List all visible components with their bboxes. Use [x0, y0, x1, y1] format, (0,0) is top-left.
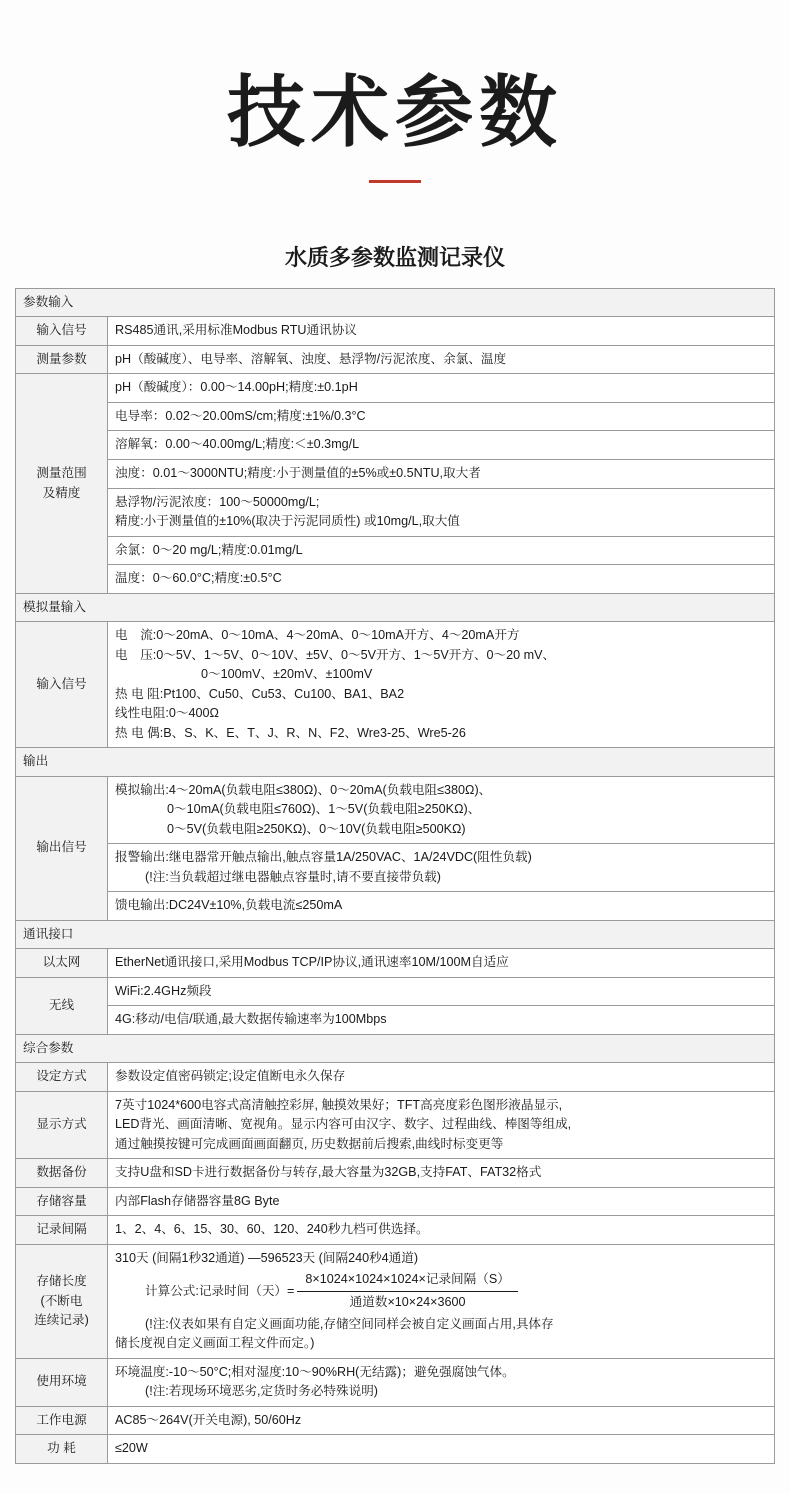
- row-value-env: 环境温度:-10～50°C;相对湿度:10～90%RH(无结露)；避免强腐蚀气体。 (!注:若现场环境恶劣,定货时务必特殊说明): [108, 1358, 775, 1406]
- row-label-record-interval: 记录间隔: [16, 1216, 108, 1245]
- row-value-measure-params: pH（酸碱度）、电导率、溶解氧、浊度、悬浮物/污泥浓度、余氯、温度: [108, 345, 775, 374]
- row-value-range-temp: 温度：0～60.0°C;精度:±0.5°C: [108, 565, 775, 594]
- row-value-setting-mode: 参数设定值密码锁定;设定值断电永久保存: [108, 1063, 775, 1092]
- table-row: [16, 1063, 775, 1092]
- row-value-consumption: ≤20W: [108, 1435, 775, 1464]
- section-header-output: 输出: [16, 748, 775, 777]
- row-label-ethernet: 以太网: [16, 949, 108, 978]
- row-value-range-ss: 悬浮物/污泥浓度：100～50000mg/L; 精度:小于测量值的±10%(取决于污泥同质性) 或10mg/L,取大值: [108, 488, 775, 536]
- table-row: [16, 844, 775, 892]
- row-label-env: 使用环境: [16, 1358, 108, 1406]
- section-header-comm-interface: 通讯接口: [16, 920, 775, 949]
- row-value-wireless-wifi: WiFi:2.4GHz频段: [108, 977, 775, 1006]
- row-value-analog-input-signal: 电 流:0～20mA、0～10mA、4～20mA、0～10mA开方、4～20mA开方 电 压:0～5V、1～5V、0～10V、±5V、0～5V开方、1～5V开方、0～20 mV、 0～100mV、±20mV、±100mV 热 电 阻:Pt100、Cu50、Cu53、Cu100、BA1、BA2 线性电阻:0～400Ω 热 电 偶:B、S、K、E、T、J、R、N、F2、Wre3-25、Wre5-26: [108, 622, 775, 748]
- table-row: [16, 748, 775, 777]
- row-label-consumption: 功 耗: [16, 1435, 108, 1464]
- row-label-output-signal: 输出信号: [16, 776, 108, 920]
- table-row: [16, 536, 775, 565]
- row-label-analog-input-signal: 输入信号: [16, 622, 108, 748]
- table-row: [16, 345, 775, 374]
- section-header-analog-input: 模拟量输入: [16, 593, 775, 622]
- table-row: [16, 402, 775, 431]
- table-row: [16, 622, 775, 748]
- row-value-output-alarm: 报警输出:继电器常开触点输出,触点容量1A/250VAC、1A/24VDC(阻性负载) (!注:当负载超过继电器触点容量时,请不要直接带负载): [108, 844, 775, 892]
- row-label-measure-params: 测量参数: [16, 345, 108, 374]
- row-label-storage-length: 存储长度 (不断电 连续记录): [16, 1244, 108, 1358]
- table-row: [16, 1034, 775, 1063]
- row-label-input-signal: 输入信号: [16, 317, 108, 346]
- row-label-setting-mode: 设定方式: [16, 1063, 108, 1092]
- row-label-display-mode: 显示方式: [16, 1091, 108, 1159]
- row-label-storage-capacity: 存储容量: [16, 1187, 108, 1216]
- table-row: [16, 317, 775, 346]
- row-value-range-cl: 余氯：0～20 mg/L;精度:0.01mg/L: [108, 536, 775, 565]
- table-row: [16, 892, 775, 921]
- table-row: [16, 374, 775, 403]
- table-row: [16, 1006, 775, 1035]
- table-row: [16, 977, 775, 1006]
- row-value-output-power: 馈电输出:DC24V±10%,负载电流≤250mA: [108, 892, 775, 921]
- hero-section: [0, 0, 790, 183]
- storage-formula-numerator: 8×1024×1024×1024×记录间隔（S）: [297, 1270, 517, 1292]
- row-label-power: 工作电源: [16, 1406, 108, 1435]
- table-row: [16, 459, 775, 488]
- row-value-ethernet: EtherNet通讯接口,采用Modbus TCP/IP协议,通讯速率10M/100M自适应: [108, 949, 775, 978]
- row-label-range-accuracy: 测量范围 及精度: [16, 374, 108, 593]
- row-label-data-backup: 数据备份: [16, 1159, 108, 1188]
- storage-formula-denominator: 通道数×10×24×3600: [349, 1295, 466, 1309]
- section-header-input-params: 参数输入: [16, 288, 775, 317]
- table-row: [16, 1435, 775, 1464]
- table-row: [16, 565, 775, 594]
- row-value-display-mode: 7英寸1024*600电容式高清触控彩屏, 触摸效果好；TFT高亮度彩色图形液晶显示, LED背光、画面清晰、宽视角。显示内容可由汉字、数字、过程曲线、棒图等组成, 通过触摸按键可完成画面画面翻页, 历史数据前后搜索,曲线时标变更等: [108, 1091, 775, 1159]
- row-value-input-signal: RS485通讯,采用标准Modbus RTU通讯协议: [108, 317, 775, 346]
- table-row: [16, 1159, 775, 1188]
- row-label-wireless: 无线: [16, 977, 108, 1034]
- table-row: [16, 1358, 775, 1406]
- storage-formula-label: 计算公式:记录时间（天）=: [145, 1283, 295, 1298]
- storage-formula: [115, 1268, 767, 1314]
- row-value-range-do: 溶解氧：0.00～40.00mg/L;精度:＜±0.3mg/L: [108, 431, 775, 460]
- row-value-output-analog: 模拟输出:4～20mA(负载电阻≤380Ω)、0～20mA(负载电阻≤380Ω)、 0～10mA(负载电阻≤760Ω)、1～5V(负载电阻≥250KΩ)、 0～5V(负载电阻≥250KΩ)、0～10V(负载电阻≥500KΩ): [108, 776, 775, 844]
- accent-divider: [369, 180, 421, 183]
- row-value-range-turbidity: 浊度：0.01～3000NTU;精度:小于测量值的±5%或±0.5NTU,取大者: [108, 459, 775, 488]
- table-row: [16, 431, 775, 460]
- table-row: [16, 1244, 775, 1358]
- table-row: [16, 1187, 775, 1216]
- table-row: [16, 288, 775, 317]
- row-value-range-ph: pH（酸碱度）：0.00～14.00pH;精度:±0.1pH: [108, 374, 775, 403]
- product-subtitle: 水质多参数监测记录仪: [284, 244, 505, 270]
- table-row: [16, 593, 775, 622]
- spec-table: [15, 288, 775, 1464]
- table-row: [16, 1216, 775, 1245]
- table-row: [16, 920, 775, 949]
- row-value-data-backup: 支持U盘和SD卡进行数据备份与转存,最大容量为32GB,支持FAT、FAT32格式: [108, 1159, 775, 1188]
- page-title: 技术参数: [226, 68, 563, 156]
- row-value-record-interval: 1、2、4、6、15、30、60、120、240秒九档可供选择。: [108, 1216, 775, 1245]
- table-row: [16, 1406, 775, 1435]
- row-value-storage-capacity: 内部Flash存储器容量8G Byte: [108, 1187, 775, 1216]
- row-value-power: AC85～264V(开关电源), 50/60Hz: [108, 1406, 775, 1435]
- table-row: [16, 1091, 775, 1159]
- table-row: [16, 949, 775, 978]
- table-row: [16, 488, 775, 536]
- row-value-wireless-4g: 4G:移动/电信/联通,最大数据传输速率为100Mbps: [108, 1006, 775, 1035]
- table-row: [16, 776, 775, 844]
- section-header-general-params: 综合参数: [16, 1034, 775, 1063]
- row-value-range-ec: 电导率：0.02～20.00mS/cm;精度:±1%/0.3°C: [108, 402, 775, 431]
- row-value-storage-length: 310天 (间隔1秒32通道) —596523天 (间隔240秒4通道) 计算公式:记录时间（天）= $\frac{\text{8×1024×1024×1024×记录间隔（S）}}{\text{通道数×10×24×3600}}$ (!注:仪表如果有自定义画面功能,存储空间同样会被自定义画面占用,具体存 储长度视自定义画面工程文件而定。): [108, 1244, 775, 1358]
